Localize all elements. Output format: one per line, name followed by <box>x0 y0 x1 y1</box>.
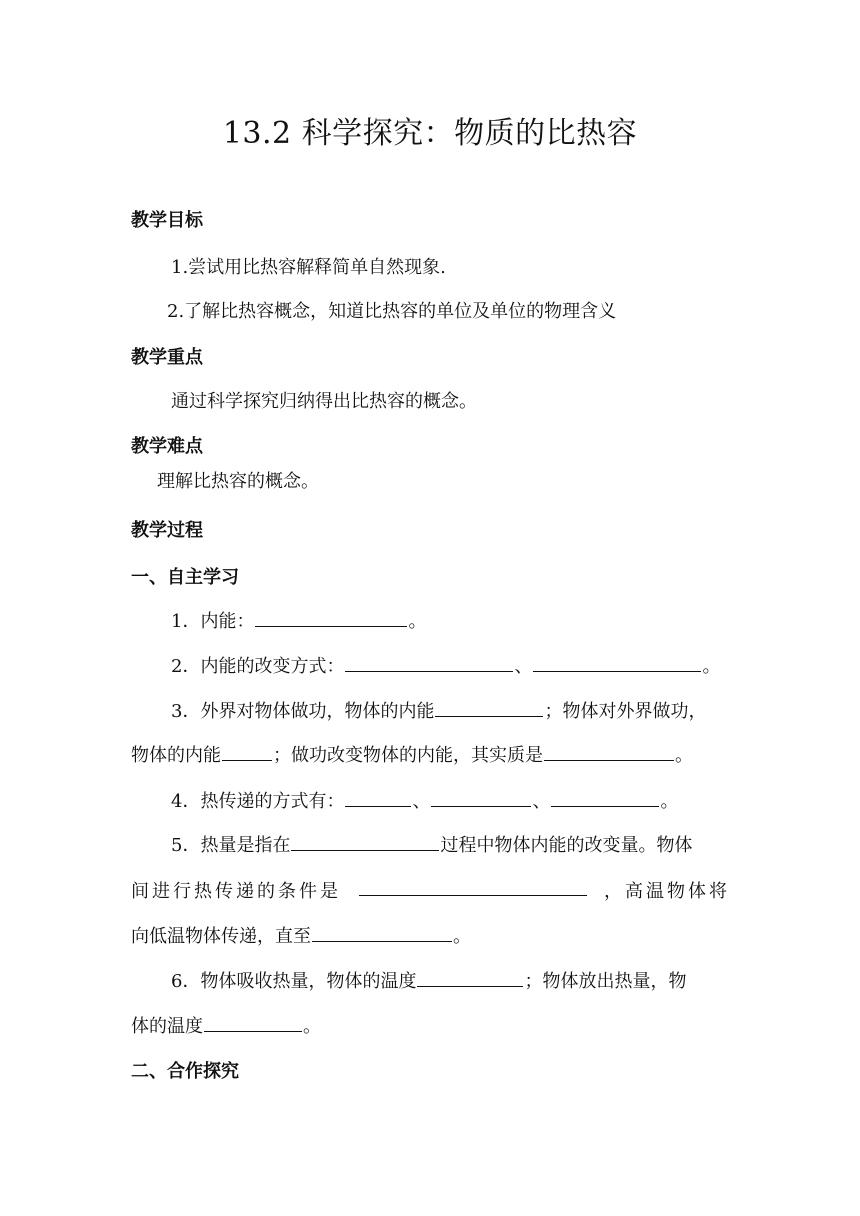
question-6-continuation: 体的温度 <box>131 1016 203 1037</box>
question-5-suffix: 。 <box>453 926 471 947</box>
question-6-prefix: 6．物体吸收热量，物体的温度 <box>171 971 417 992</box>
question-2 <box>171 652 720 678</box>
question-5-tail: ，高温物体将 <box>604 881 730 902</box>
answer-blank[interactable] <box>544 742 674 761</box>
question-3-prefix: 3．外界对物体做功，物体的内能 <box>171 701 435 722</box>
answer-blank[interactable] <box>533 653 701 672</box>
question-4-separator-1: 、 <box>412 791 431 812</box>
question-4-prefix: 4．热传递的方式有： <box>171 791 345 812</box>
question-5-line-1 <box>171 831 692 857</box>
answer-blank[interactable] <box>359 877 587 896</box>
difficulties-text: 理解比热容的概念。 <box>157 471 319 492</box>
answer-blank[interactable] <box>312 923 452 942</box>
question-1-prefix: 1．内能： <box>171 611 255 632</box>
question-6-line-1 <box>171 967 686 993</box>
question-6-middle: ；物体放出热量，物 <box>524 971 687 992</box>
page-title: 13.2 科学探究：物质的比热容 <box>222 116 638 151</box>
answer-blank[interactable] <box>345 653 513 672</box>
question-2-separator: 、 <box>514 656 533 677</box>
objective-item-1: 1.尝试用比热容解释简单自然现象. <box>171 257 446 278</box>
section1-heading: 一、自主学习 <box>131 567 239 588</box>
answer-blank[interactable] <box>255 608 407 627</box>
answer-blank[interactable] <box>345 788 411 807</box>
question-4 <box>171 787 678 813</box>
question-5-last: 向低温物体传递，直至 <box>131 926 311 947</box>
question-1 <box>171 607 426 633</box>
answer-blank[interactable] <box>291 832 439 851</box>
question-1-suffix: 。 <box>408 611 427 632</box>
key-points-text: 通过科学探究归纳得出比热容的概念。 <box>171 391 477 412</box>
question-5-line-2 <box>131 877 730 903</box>
question-6-suffix: 。 <box>303 1016 321 1037</box>
question-3-middle: ；物体对外界做功， <box>544 701 707 722</box>
question-3-suffix: 。 <box>675 745 693 766</box>
question-3-line-1 <box>171 697 706 723</box>
difficulties-heading: 教学难点 <box>131 436 203 457</box>
answer-blank[interactable] <box>551 788 659 807</box>
question-3-line-2 <box>131 741 693 767</box>
process-heading: 教学过程 <box>131 520 203 541</box>
answer-blank[interactable] <box>204 1013 302 1032</box>
question-5-line-3 <box>131 922 471 948</box>
question-6-line-2 <box>131 1012 321 1038</box>
answer-blank[interactable] <box>417 968 523 987</box>
objectives-heading: 教学目标 <box>131 210 203 231</box>
question-2-suffix: 。 <box>702 656 721 677</box>
question-4-separator-2: 、 <box>532 791 551 812</box>
question-3-tail: ；做功改变物体的内能，其实质是 <box>273 745 543 766</box>
objective-item-2: 2.了解比热容概念，知道比热容的单位及单位的物理含义 <box>167 301 617 322</box>
question-5-prefix: 5．热量是指在 <box>171 835 291 856</box>
answer-blank[interactable] <box>222 742 272 761</box>
answer-blank[interactable] <box>435 698 543 717</box>
section2-heading: 二、合作探究 <box>131 1061 239 1082</box>
key-points-heading: 教学重点 <box>131 347 203 368</box>
question-5-continuation: 间进行热传递的条件是 <box>131 881 341 902</box>
question-4-suffix: 。 <box>660 791 679 812</box>
question-3-continuation: 物体的内能 <box>131 745 221 766</box>
answer-blank[interactable] <box>431 788 531 807</box>
question-2-prefix: 2．内能的改变方式： <box>171 656 345 677</box>
question-5-middle: 过程中物体内能的改变量。物体 <box>440 835 693 856</box>
